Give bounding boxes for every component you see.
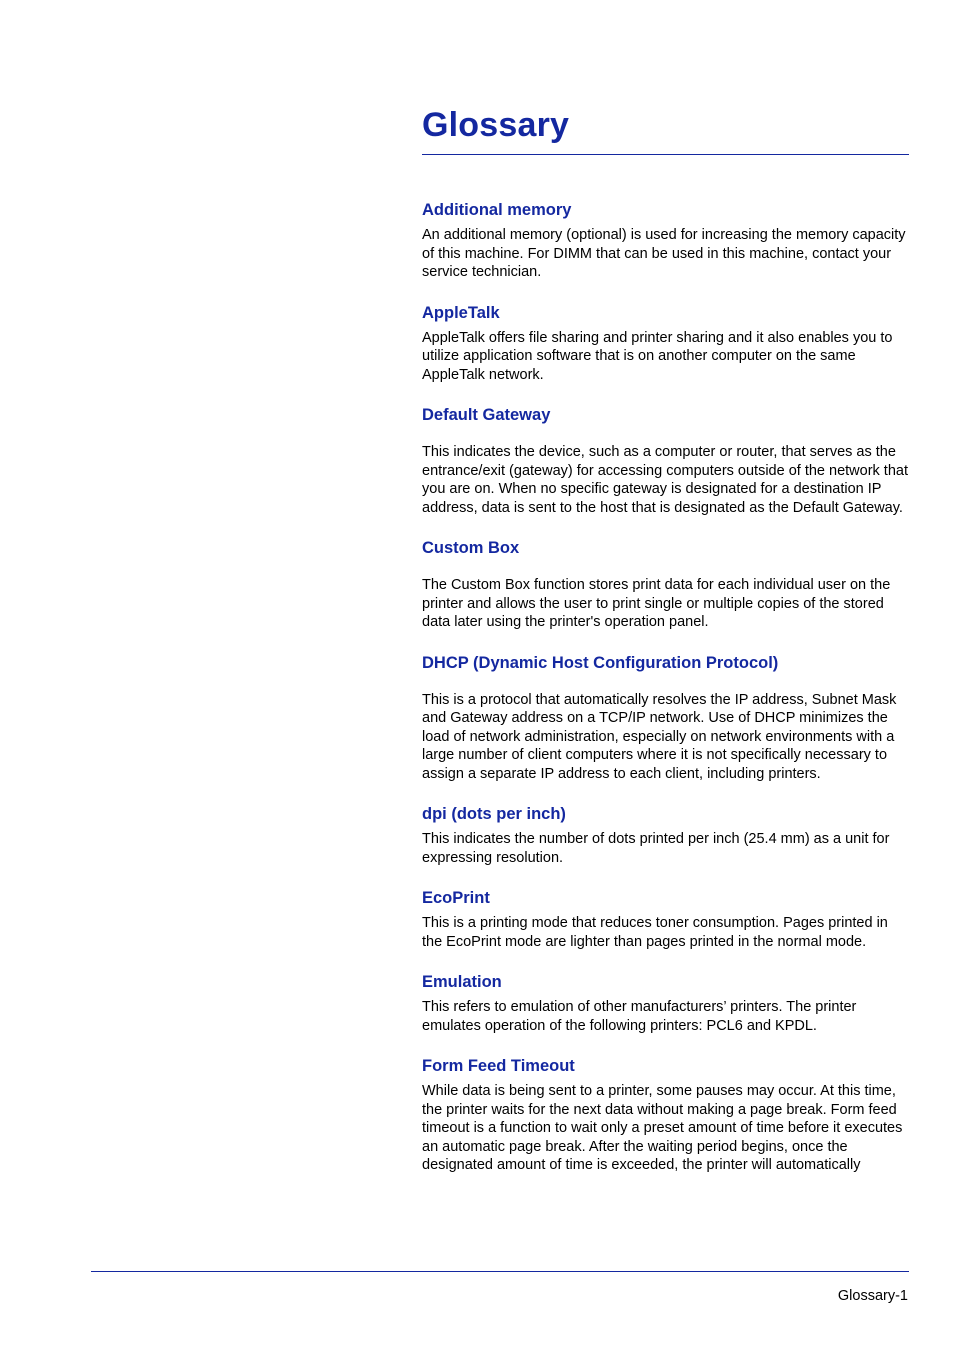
glossary-definition: The Custom Box function stores print data for each individual user on the printer and allows the user to print single or multiple copies of the stored data later using the printer's operation panel. (422, 577, 891, 630)
glossary-definition: This refers to emulation of other manufacturers’ printers. The printer emulates operation of the following printers: PCL6 and KPDL. (422, 999, 857, 1034)
glossary-definition: An additional memory (optional) is used for increasing the memory capacity of this machine. For DIMM that can be used in this machine, contact your service technician. (422, 227, 906, 280)
glossary-entry (422, 301, 909, 385)
glossary-definition: While data is being sent to a printer, some pauses may occur. At this time, the printer waits for the next data without making a page break. Form feed timeout is a function to wait only a preset amount of time before it executes an automatic page break. After the waiting period begins, once the designated amount of time is exceeded, the printer will automatically (422, 1083, 903, 1173)
glossary-term: Custom Box (422, 539, 520, 557)
glossary-term: DHCP (Dynamic Host Configuration Protocol) (422, 653, 779, 672)
glossary-list (422, 198, 909, 1194)
glossary-term: Additional memory (422, 201, 572, 219)
glossary-definition: This is a printing mode that reduces toner consumption. Pages printed in the EcoPrint mode are lighter than pages printed in the normal mode. (422, 915, 888, 950)
page-number: Glossary-1 (837, 1288, 908, 1304)
title-divider (422, 154, 909, 155)
glossary-definition: This indicates the number of dots printed per inch (25.4 mm) as a unit for expressing resolution. (422, 831, 890, 866)
glossary-term: Default Gateway (422, 406, 551, 424)
glossary-definition: This is a protocol that automatically resolves the IP address, Subnet Mask and Gateway address on a TCP/IP network. Use of DHCP minimizes the load of network administration, especially on network environments with a large number of client computers where it is not specifically necessary to assign a separate IP address to each client, including printers. (422, 691, 897, 782)
glossary-term: Form Feed Timeout (422, 1057, 575, 1075)
glossary-entry (422, 886, 909, 951)
glossary-term: Emulation (422, 973, 502, 991)
glossary-definition: AppleTalk offers file sharing and printer sharing and it also enables you to utilize application software that is on another computer on the same AppleTalk network. (422, 329, 893, 383)
glossary-definition: This indicates the device, such as a computer or router, that serves as the entrance/exit (gateway) for accessing computers outside of the network that you are on. When no specific gateway is designated for a destination IP address, data is sent to the host that is designated as the Default Gateway. (422, 444, 908, 516)
glossary-entry (422, 198, 909, 282)
glossary-entry (422, 651, 909, 784)
glossary-entry (422, 802, 909, 867)
footer-divider (91, 1271, 909, 1272)
glossary-entry (422, 970, 909, 1035)
glossary-entry (422, 1054, 909, 1175)
glossary-term: EcoPrint (422, 889, 490, 907)
glossary-entry (422, 403, 909, 517)
glossary-term: AppleTalk (422, 303, 500, 322)
page-title: Glossary (422, 106, 570, 144)
glossary-entry (422, 536, 909, 632)
glossary-term: dpi (dots per inch) (422, 805, 566, 823)
